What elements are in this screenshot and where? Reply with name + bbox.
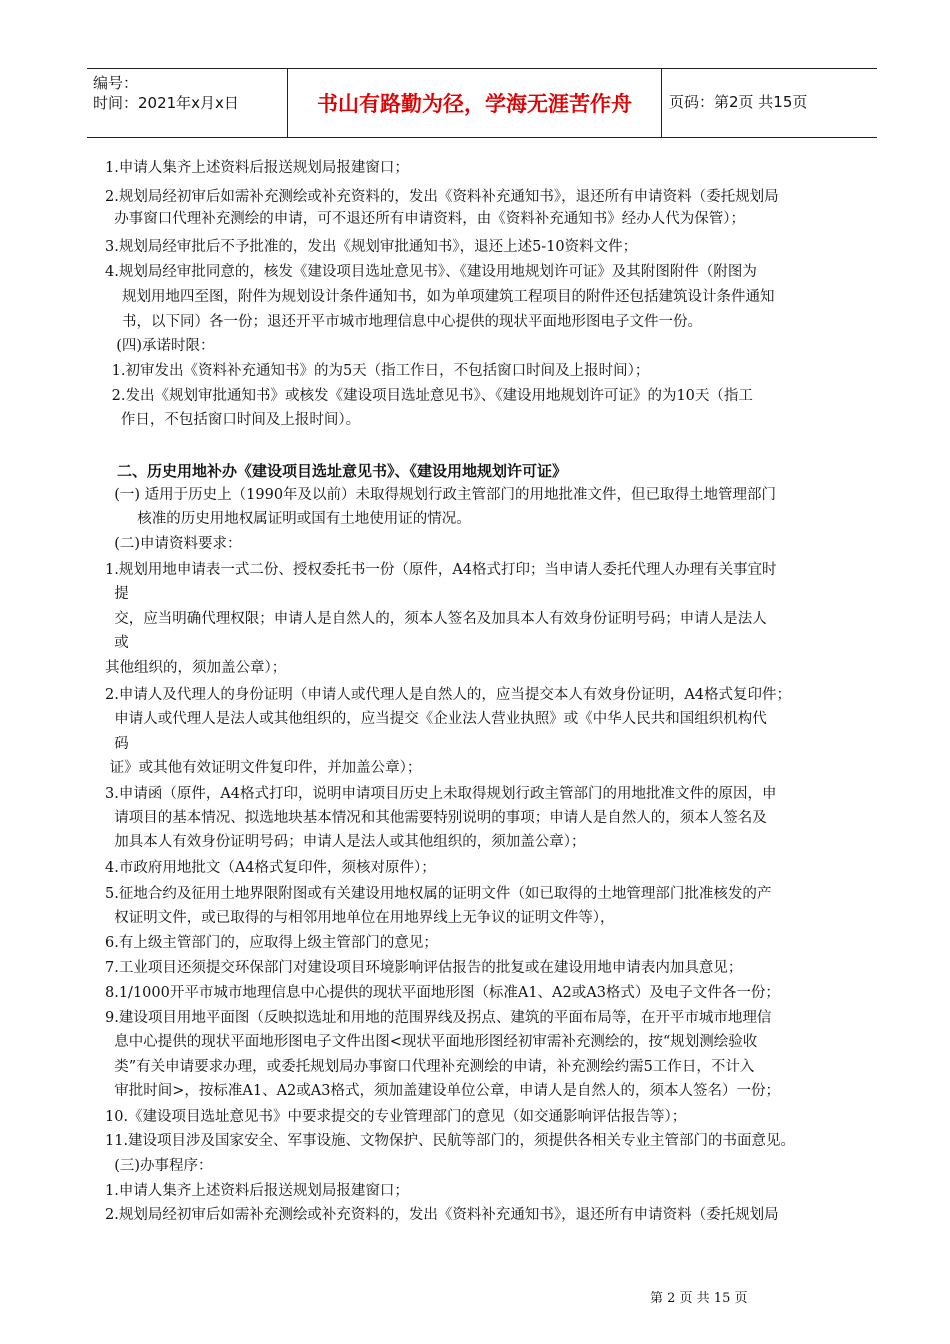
body-line: 办事窗口代理补充测绘的申请，可不退还所有申请资料，由《资料补充通知书》经办人代为保管）； [105, 211, 745, 227]
body-line: 或 [105, 635, 129, 651]
body-line: 1.申请人集齐上述资料后报送规划局报建窗口； [105, 160, 409, 176]
header-motto: 书山有路勤为径，学海无涯苦作舟 [287, 69, 662, 137]
section-heading: 二、历史用地补办《建设项目选址意见书》、《建设用地规划许可证》 [117, 462, 568, 480]
body-line: 交，应当明确代理权限；申请人是自然人的，须本人签名及加具本人有效身份证明号码；申请人是法人 [105, 611, 767, 627]
body-line: 作日，不包括窗口时间及上报时间）。 [107, 412, 361, 428]
page-header [87, 68, 877, 138]
body-line: 2.规划局经初审后如需补充测绘或补充资料的，发出《资料补充通知书》，退还所有申请资料（委托规划局 [105, 1207, 779, 1223]
body-line: 9.建设项目用地平面图（反映拟选址和用地的范围界线及拐点、建筑的平面布局等，在开平市城市地理信 [105, 1010, 772, 1026]
body-line: 提 [105, 586, 129, 602]
body-line: 证》或其他有效证明文件复印件，并加盖公章）； [105, 760, 422, 776]
date-label: 时间：2021年x月x日 [93, 94, 239, 112]
body-line: 码 [105, 736, 129, 752]
body-line: 规划用地四至图，附件为规划设计条件通知书，如为单项建筑工程项目的附件还包括建筑设计条件通知 [122, 289, 775, 305]
body-line: 3.申请函（原件，A4格式打印，说明申请项目历史上未取得规划行政主管部门的用地批准文件的原因，申 [105, 786, 777, 802]
body-line: 息中心提供的现状平面地形图电子文件出图<现状平面地形图经初审需补充测绘的，按“规划测绘验收 [105, 1034, 758, 1050]
body-line: 类”有关申请要求办理，或委托规划局办事窗口代理补充测绘的申请，补充测绘约需5工作日，不计入 [105, 1059, 755, 1075]
body-line: 5.征地合约及征用土地界限附图或有关建设用地权属的证明文件（如已取得的土地管理部门批准核发的产 [105, 886, 772, 902]
body-line: (二)申请资料要求： [105, 536, 242, 552]
body-line: (四)承诺时限： [107, 338, 215, 354]
page-number-label: 页码：第2页 共15页 [669, 93, 808, 111]
body-line: (一) 适用于历史上（1990年及以前）未取得规划行政主管部门的用地批准文件，但已取得土地管理部门 [105, 487, 777, 503]
body-line: 4.市政府用地批文（A4格式复印件，须核对原件）； [105, 860, 436, 876]
body-line: 2.规划局经初审后如需补充测绘或补充资料的，发出《资料补充通知书》，退还所有申请资料（委托规划局 [105, 189, 779, 205]
body-line: 8.1/1000开平市城市地理信息中心提供的现状平面地形图（标准A1、A2或A3格式）及电子文件各一份； [105, 985, 780, 1001]
body-line: 请项目的基本情况、拟选地块基本情况和其他需要特别说明的事项；申请人是自然人的，须本人签名及 [105, 810, 767, 826]
body-line: 1.申请人集齐上述资料后报送规划局报建窗口； [105, 1183, 409, 1199]
body-line: 3.规划局经审批后不予批准的，发出《规划审批通知书》，退还上述5-10资料文件； [105, 239, 638, 255]
body-line: 10.《建设项目选址意见书》中要求提交的专业管理部门的意见（如交通影响评估报告等）； [105, 1109, 687, 1125]
body-line: 11.建设项目涉及国家安全、军事设施、文物保护、民航等部门的，须提供各相关专业主管部门的书面意见。 [105, 1133, 796, 1149]
body-line: 2.发出《规划审批通知书》或核发《建设项目选址意见书》、《建设用地规划许可证》的为10天（指工 [107, 388, 753, 404]
body-line: 7.工业项目还须提交环保部门对建设项目环境影响评估报告的批复或在建设用地申请表内加具意见； [105, 960, 743, 976]
body-line: 6.有上级主管部门的，应取得上级主管部门的意见； [105, 935, 438, 951]
body-line: 4.规划局经审批同意的，核发《建设项目选址意见书》、《建设用地规划许可证》及其附图附件（附图为 [105, 264, 757, 280]
page-footer: 第 2 页 共 15 页 [650, 1291, 748, 1306]
body-line: (三)办事程序： [105, 1158, 213, 1174]
body-line: 权证明文件，或已取得的与相邻用地单位在用地界线上无争议的证明文件等）， [105, 910, 615, 926]
header-meta [87, 69, 287, 137]
body-line: 1.规划用地申请表一式二份、授权委托书一份（原件，A4格式打印；当申请人委托代理人办理有关事宜时 [105, 562, 777, 578]
body-line: 审批时间>，按标准A1、A2或A3格式，须加盖建设单位公章，申请人是自然人的，须本人签名）一份； [105, 1083, 780, 1099]
body-line: 核准的历史用地权属证明或国有土地使用证的情况。 [105, 511, 471, 527]
number-label: 编号： [93, 74, 139, 92]
body-line: 加具本人有效身份证明号码；申请人是法人或其他组织的，须加盖公章）； [105, 834, 586, 850]
body-line: 其他组织的，须加盖公章）； [105, 660, 287, 676]
body-line: 书，以下同）各一份；退还开平市城市地理信息中心提供的现状平面地形图电子文件一份。 [122, 314, 702, 330]
body-line: 2.申请人及代理人的身份证明（申请人或代理人是自然人的，应当提交本人有效身份证明，A4格式复印件； [105, 687, 792, 703]
body-line: 申请人或代理人是法人或其他组织的，应当提交《企业法人营业执照》或《中华人民共和国组织机构代 [105, 711, 767, 727]
body-line: 1.初审发出《资料补充通知书》的为5天（指工作日，不包括窗口时间及上报时间）； [107, 363, 650, 379]
